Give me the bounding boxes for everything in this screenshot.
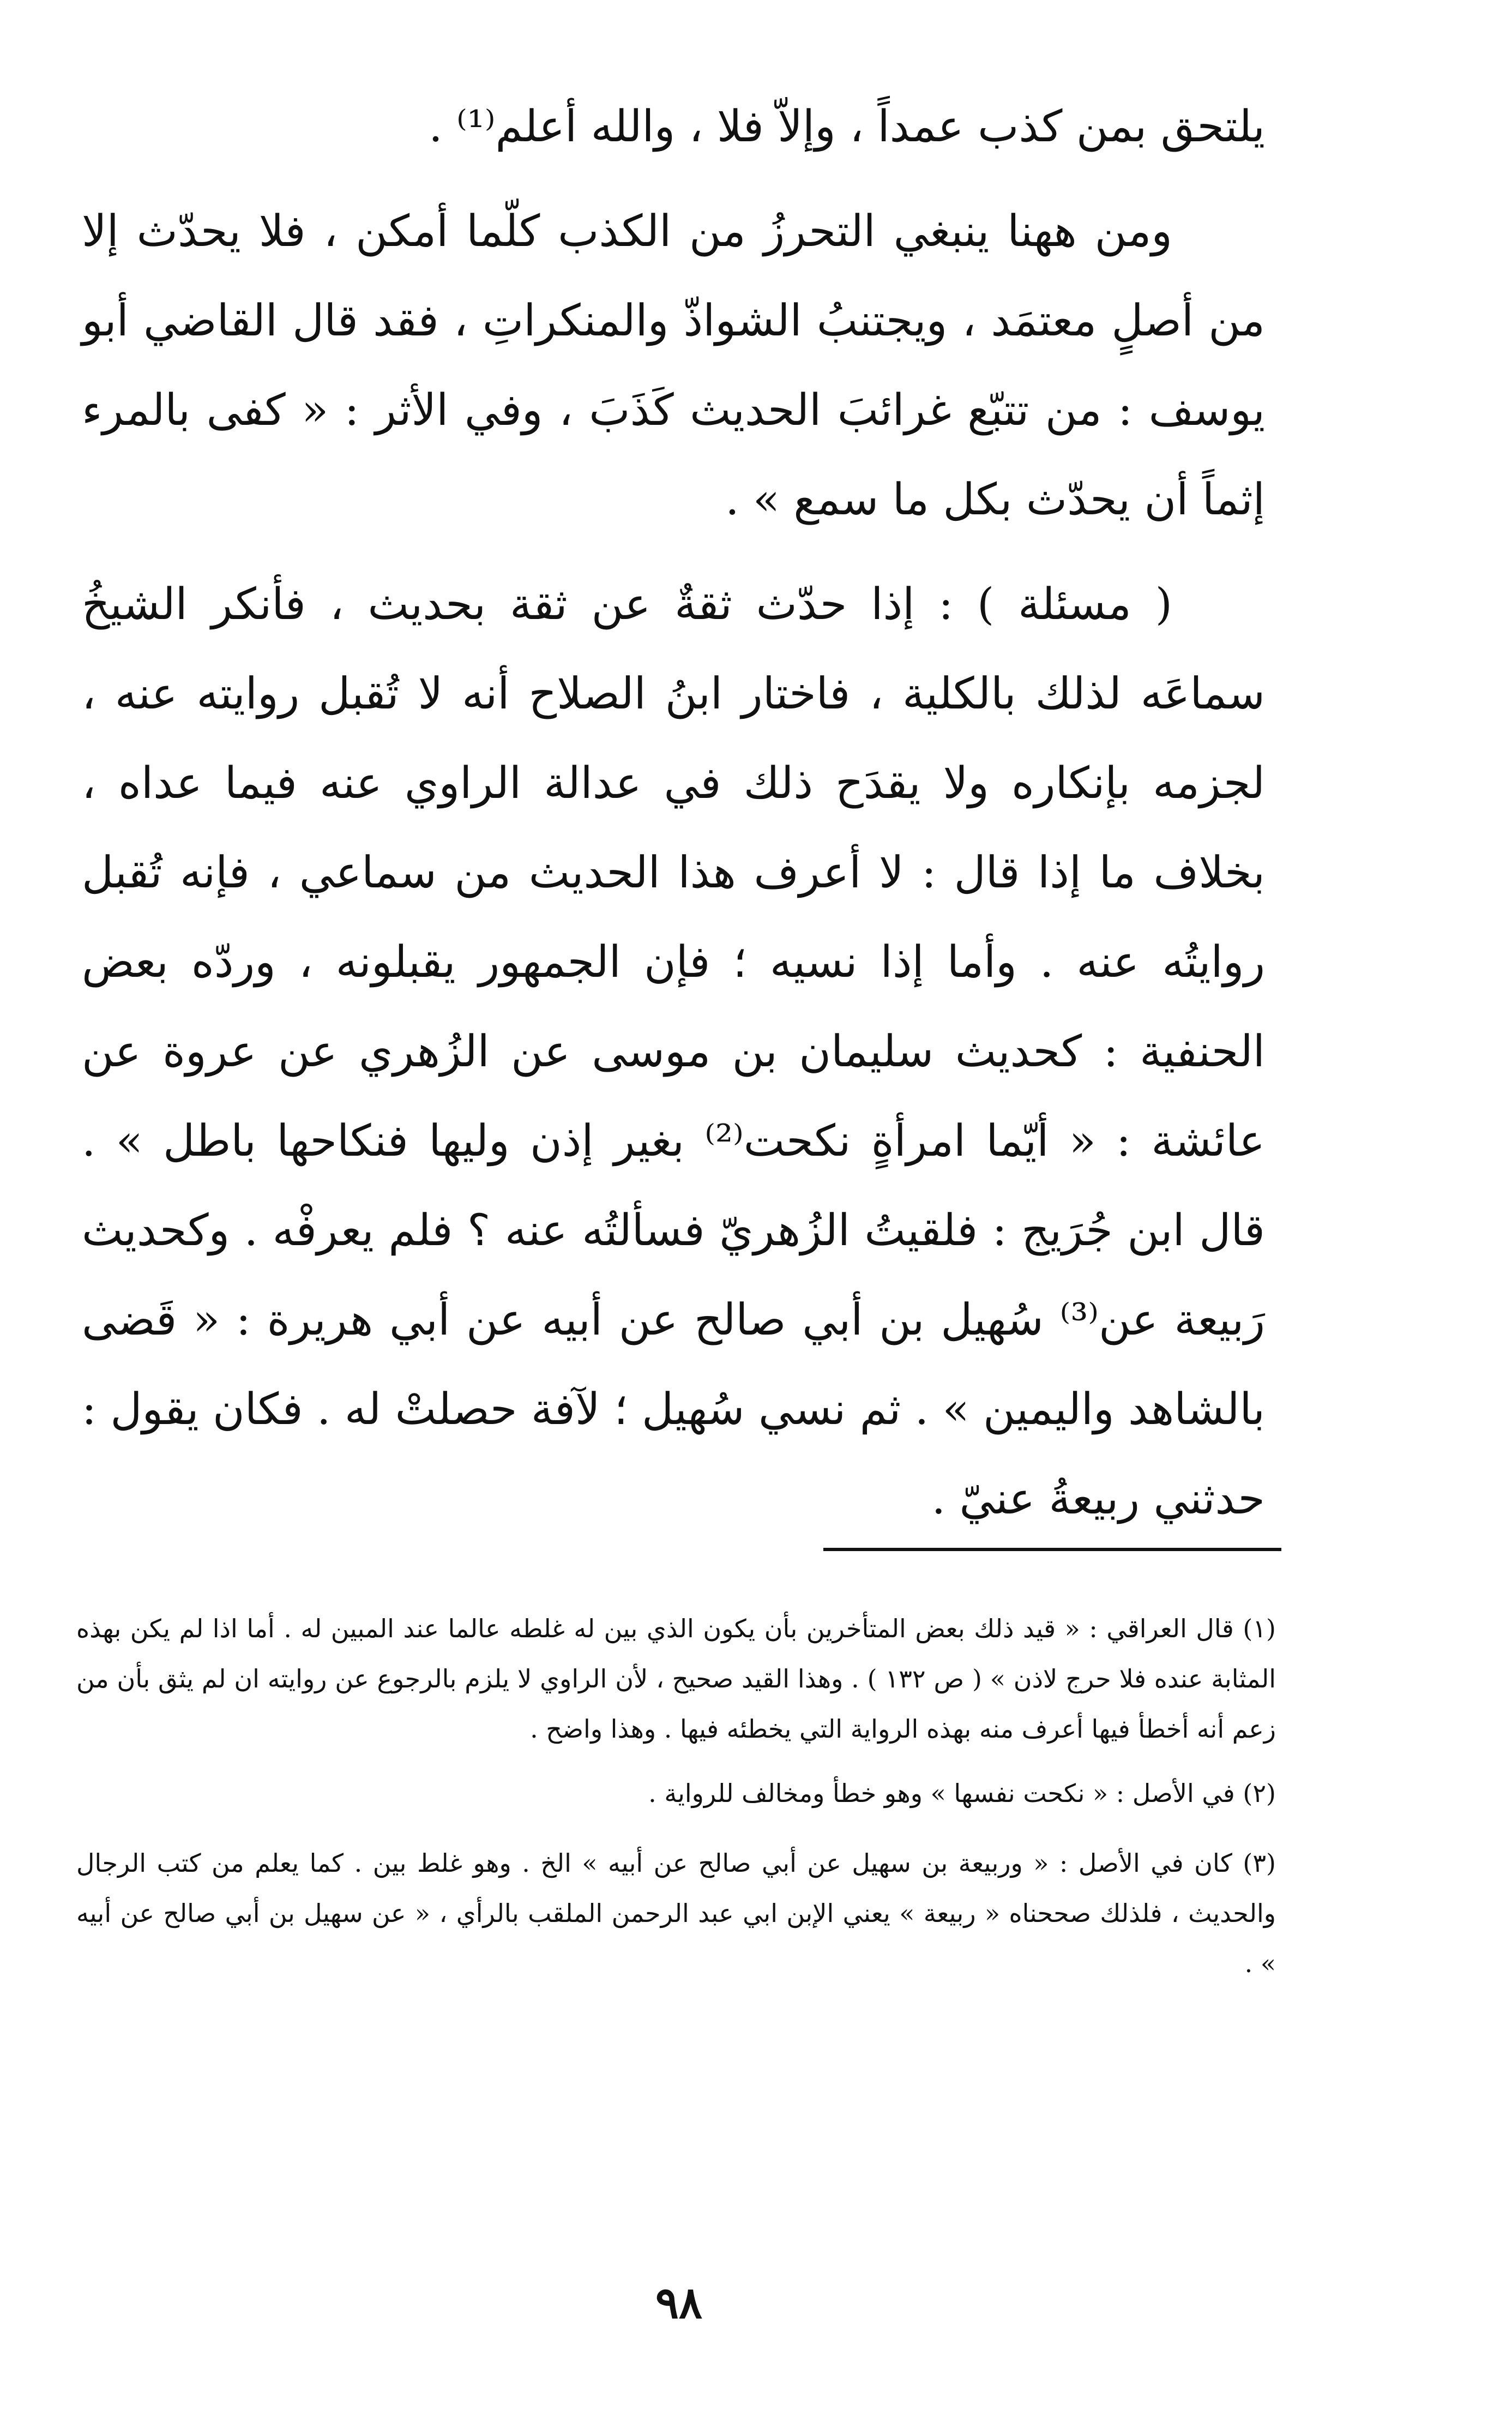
paragraph-3 (82, 560, 1265, 1543)
footnote-1-line-4: التي يخطئه فيها . وهذا واضح . (530, 1714, 843, 1744)
footnote-3 (76, 1838, 1276, 1989)
paragraph-1-line-1: يلتحق بمن كذب عمداً ، وإلاّ فلا ، والله أعلم⁽¹⁾ . (429, 101, 1265, 152)
footnote-3-line-2: كما يعلم من كتب الرجال والحديث ، فلذلك صححناه « ربيعة » يعني الإبن ابي عبد الرحمن (76, 1848, 1276, 1928)
page-number: ٩٨ (655, 2277, 702, 2328)
paragraph-3-line-7: وليها فنكاحها باطل » . قال ابن جُرَيج : فلقيتُ الزُهريّ فسألتُه عنه ؟ (82, 1115, 1266, 1255)
paragraph-2-line-4: إثماً أن يحدّث بكل ما سمع » . (725, 474, 1265, 525)
paragraph-3-line-1: ( مسئلة ) : إذا حدّث ثقةٌ عن ثقة بحديث ، فأنكر الشيخُ سماعَه (82, 579, 1265, 719)
paragraph-3-line-8: فلم يعرفْه . وكحديث رَبيعة عن⁽³⁾ سُهيل بن أبي صالح عن أبيه عن أبي (82, 1205, 1265, 1345)
paragraph-3-line-5: فإن الجمهور يقبلونه ، وردّه بعض الحنفية : كحديث سليمان بن موسى (82, 936, 1265, 1077)
footnotes (76, 1603, 1276, 1989)
paragraph-3-line-10: فكان يقول : حدثني ربيعةُ عنيّ . (82, 1384, 1265, 1524)
footnote-separator (823, 1548, 1281, 1551)
footnote-2-line-1: (٢) في الأصل : « نكحت نفسها » وهو خطأ ومخالف للرواية . (648, 1779, 1276, 1808)
paragraph-2-line-2: من أصلٍ معتمَد ، ويجتنبُ الشواذّ والمنكراتِ ، فقد قال القاضي أبو (82, 295, 1265, 346)
footnote-1-line-3: الراوي لا يلزم بالرجوع عن روايته ان لم يثق بأن من زعم أنه أخطأ فيها أعرف منه بهذه الرواية (76, 1664, 1276, 1744)
footnote-1-line-2: له . أما اذا لم يكن بهذه المثابة عنده فلا حرج لاذن » ( ص ١٣٢ ) . وهذا القيد صحيح ، لأن (76, 1614, 1276, 1693)
paragraph-3-line-4: أعرف هذا الحديث من سماعي ، فإنه تُقبل روايتُه عنه . وأما إذا نسيه ؛ (82, 847, 1265, 987)
footnote-1-line-1: (١) قال العراقي : « قيد ذلك بعض المتأخرين بأن يكون الذي بين له غلطه عالما عند المبين (330, 1614, 1276, 1643)
paragraph-1 (82, 82, 1265, 171)
paragraph-2-line-1: ومن ههنا ينبغي التحرزُ من الكذب كلّما أمكن ، فلا يحدّث إلا (82, 206, 1172, 256)
main-text (82, 82, 1265, 1543)
paragraph-3-line-3: ولا يقدَح ذلك في عدالة الراوي عنه فيما عداه ، بخلاف ما إذا قال : لا (82, 758, 1266, 898)
footnote-1 (76, 1603, 1276, 1754)
paragraph-3-line-2: لذلك بالكلية ، فاختار ابنُ الصلاح أنه لا تُقبل روايته عنه ، لجزمه بإنكاره (82, 668, 1266, 808)
paragraph-2 (82, 187, 1265, 544)
paragraph-2-line-3: يوسف : من تتبّع غرائبَ الحديث كَذَبَ ، وفي الأثر : « كفى بالمرء (82, 385, 1265, 435)
footnote-3-line-3: الملقب بالرأي ، « عن سهيل بن أبي صالح عن أبيه » . (76, 1899, 1276, 1978)
footnote-3-line-1: (٣) كان في الأصل : « وربيعة بن سهيل عن أبي صالح عن أبيه » الخ . وهو غلط بين . (354, 1848, 1276, 1878)
paragraph-3-line-6: عن الزُهري عن عروة عن عائشة : « أيّما امرأةٍ نكحت⁽²⁾ بغير إذن (82, 1026, 1266, 1166)
footnote-2 (76, 1768, 1276, 1818)
paragraph-3-line-9: هريرة : « قَضى بالشاهد واليمين » . ثم نسي سُهيل ؛ لآفة حصلتْ له . (82, 1294, 1265, 1434)
